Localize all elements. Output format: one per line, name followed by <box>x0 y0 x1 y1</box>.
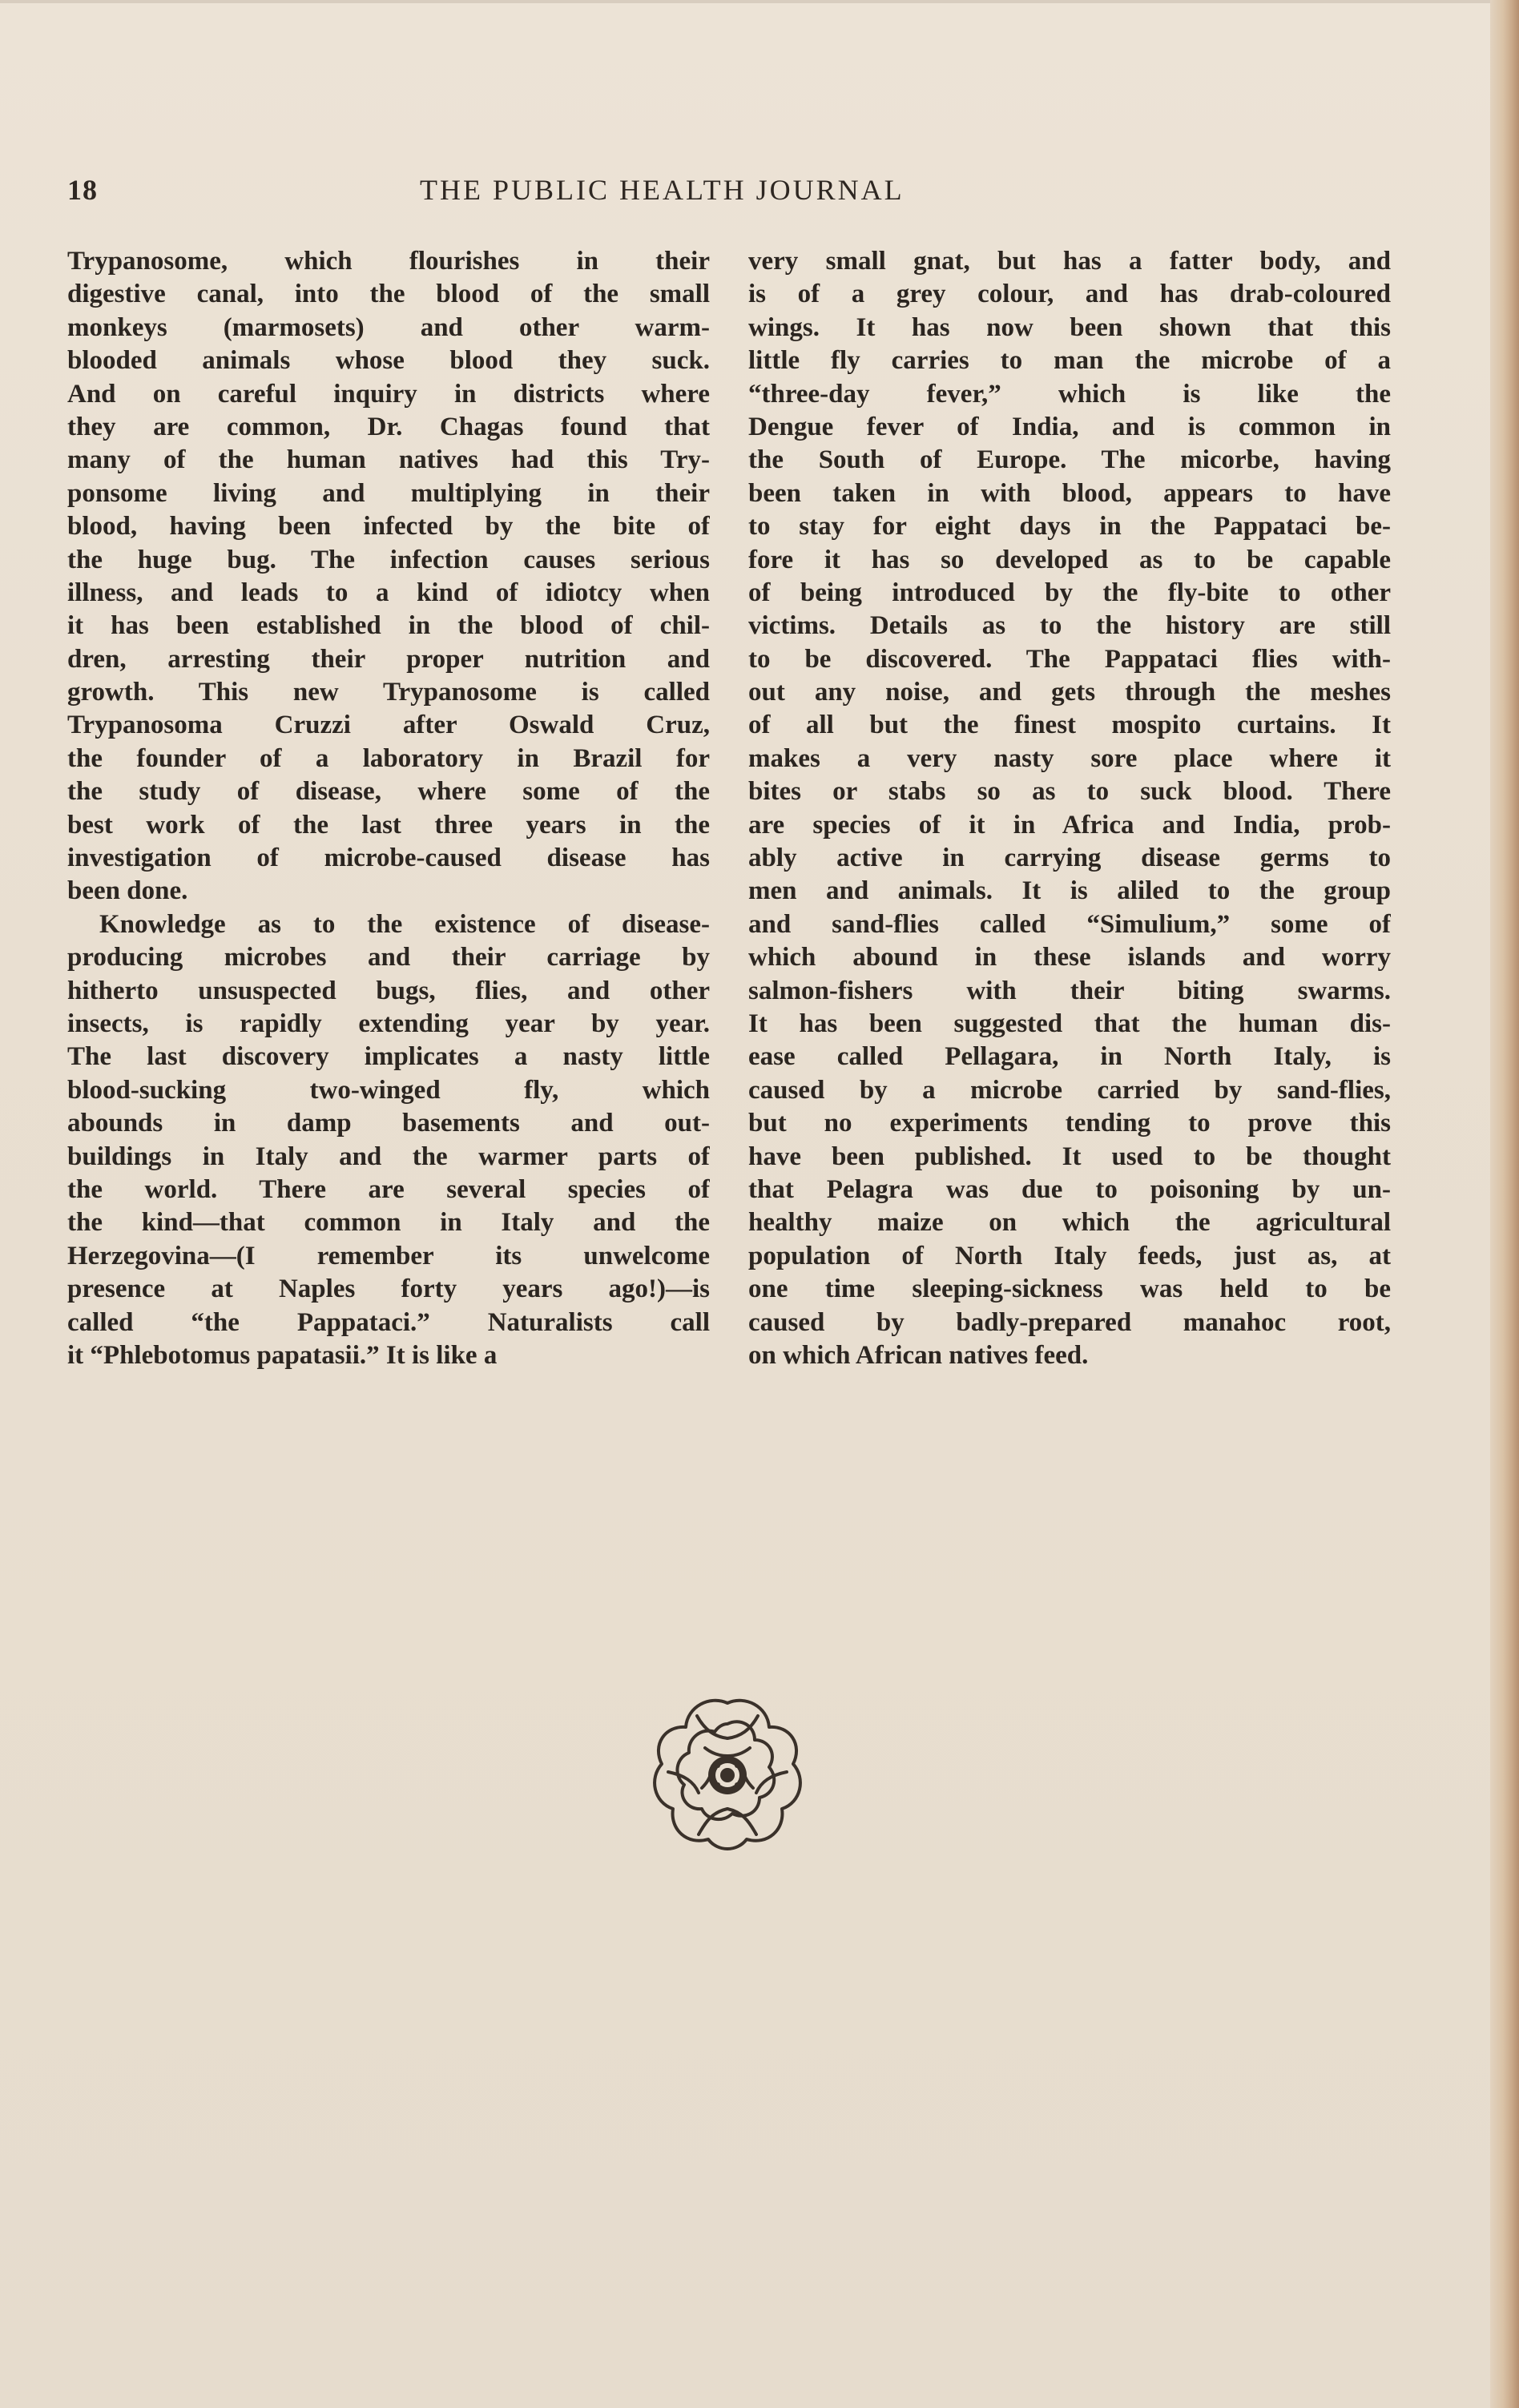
right-column-text-line: which abound in these islands and worry <box>748 943 1391 972</box>
left-column-text-line: And on careful inquiry in districts where <box>67 379 710 409</box>
right-column-text-line: to be discovered. The Pappataci flies with- <box>748 644 1391 674</box>
right-column-text-line: caused by badly-prepared manahoc root, <box>748 1307 1391 1337</box>
page-top-edge <box>0 0 1519 3</box>
left-column-text-line: they are common, Dr. Chagas found that <box>67 412 710 441</box>
left-column-text-line: abounds in damp basements and out- <box>67 1109 710 1138</box>
left-column-text-line: producing microbes and their carriage by <box>67 943 710 972</box>
right-column-text-line: It has been suggested that the human dis- <box>748 1009 1391 1038</box>
right-column-text-line: the South of Europe. The micorbe, having <box>748 445 1391 475</box>
right-column-text-line: little fly carries to man the microbe of a <box>748 346 1391 376</box>
left-column-text-line: The last discovery implicates a nasty little <box>67 1042 710 1072</box>
right-column-text-line: ably active in carrying disease germs to <box>748 844 1391 873</box>
right-column-text-line: caused by a microbe carried by sand-flies, <box>748 1075 1391 1105</box>
left-column-text-line: growth. This new Trypanosome is called <box>67 678 710 707</box>
page-header <box>67 173 1029 221</box>
left-column-text-line: blood-sucking two-winged fly, which <box>67 1075 710 1105</box>
page-number: 18 <box>67 174 98 206</box>
left-column-text-line: many of the human natives had this Try- <box>67 445 710 475</box>
right-column-text-line: have been published. It used to be thought <box>748 1142 1391 1171</box>
left-column-text-line: been done. <box>67 876 188 906</box>
right-column-text-line: “three-day fever,” which is like the <box>748 379 1391 409</box>
right-column-text-line: that Pelagra was due to poisoning by un- <box>748 1174 1391 1204</box>
right-column-text-line: to stay for eight days in the Pappataci be- <box>748 512 1391 542</box>
left-column-text-line: Trypanosoma Cruzzi after Oswald Cruz, <box>67 711 710 740</box>
right-column-text-line: fore it has so developed as to be capable <box>748 545 1391 574</box>
right-column-text-line: been taken in with blood, appears to have <box>748 478 1391 508</box>
right-column-text-line: but no experiments tending to prove this <box>748 1109 1391 1138</box>
left-column-text-line: best work of the last three years in the <box>67 810 710 840</box>
right-column-text-line: one time sleeping-sickness was held to be <box>748 1274 1391 1304</box>
right-column-text-line: and sand-flies called “Simulium,” some of <box>748 909 1391 939</box>
left-column-text-line: hitherto unsuspected bugs, flies, and other <box>67 976 710 1005</box>
left-column-text-line: digestive canal, into the blood of the small <box>67 280 710 309</box>
running-title: THE PUBLIC HEALTH JOURNAL <box>420 174 905 206</box>
page-right-edge <box>1490 0 1519 2408</box>
left-column-text-line: the founder of a laboratory in Brazil for <box>67 743 710 773</box>
right-column-text-line: victims. Details as to the history are still <box>748 611 1391 641</box>
right-column-text-line: of being introduced by the fly-bite to other <box>748 578 1391 607</box>
left-column-text-line: Knowledge as to the existence of disease- <box>99 909 710 939</box>
right-column-text-line: Dengue fever of India, and is common in <box>748 412 1391 441</box>
left-column-text-line: Trypanosome, which flourishes in their <box>67 247 710 276</box>
right-column-text-line: makes a very nasty sore place where it <box>748 743 1391 773</box>
left-column-text-line: presence at Naples forty years ago!)—is <box>67 1274 710 1304</box>
left-column-text-line: the kind—that common in Italy and the <box>67 1208 710 1238</box>
left-column-text-line: monkeys (marmosets) and other warm- <box>67 312 710 342</box>
right-column-text-line: bites or stabs so as to suck blood. There <box>748 777 1391 807</box>
right-column-text-line: men and animals. It is aliled to the group <box>748 876 1391 906</box>
left-column <box>67 245 710 1372</box>
left-column-text-line: the world. There are several species of <box>67 1174 710 1204</box>
right-column-text-line: are species of it in Africa and India, prob- <box>748 810 1391 840</box>
rose-ornament-icon <box>649 1692 806 1854</box>
right-column <box>748 245 1391 1372</box>
left-column-text-line: insects, is rapidly extending year by year. <box>67 1009 710 1038</box>
right-column-text-line: healthy maize on which the agricultural <box>748 1208 1391 1238</box>
right-column-text-line: very small gnat, but has a fatter body, and <box>748 247 1391 276</box>
right-column-text-line: wings. It has now been shown that this <box>748 312 1391 342</box>
right-column-text-line: salmon-fishers with their biting swarms. <box>748 976 1391 1005</box>
right-column-text-line: is of a grey colour, and has drab-coloured <box>748 280 1391 309</box>
left-column-text-line: investigation of microbe-caused disease has <box>67 844 710 873</box>
left-column-text-line: blood, having been infected by the bite of <box>67 512 710 542</box>
right-column-text-line: ease called Pellagara, in North Italy, is <box>748 1042 1391 1072</box>
left-column-text-line: it has been established in the blood of chil- <box>67 611 710 641</box>
left-column-text-line: ponsome living and multiplying in their <box>67 478 710 508</box>
right-column-text-line: of all but the finest mospito curtains. It <box>748 711 1391 740</box>
right-column-text-line: out any noise, and gets through the meshes <box>748 678 1391 707</box>
left-column-text-line: blooded animals whose blood they suck. <box>67 346 710 376</box>
left-column-text-line: dren, arresting their proper nutrition and <box>67 644 710 674</box>
left-column-text-line: buildings in Italy and the warmer parts of <box>67 1142 710 1171</box>
left-column-text-line: Herzegovina—(I remember its unwelcome <box>67 1241 710 1270</box>
left-column-text-line: it “Phlebotomus papatasii.” It is like a <box>67 1340 498 1370</box>
left-column-text-line: the study of disease, where some of the <box>67 777 710 807</box>
right-column-text-line: on which African natives feed. <box>748 1340 1089 1370</box>
left-column-text-line: illness, and leads to a kind of idiotcy when <box>67 578 710 607</box>
left-column-text-line: the huge bug. The infection causes serious <box>67 545 710 574</box>
left-column-text-line: called “the Pappataci.” Naturalists call <box>67 1307 710 1337</box>
right-column-text-line: population of North Italy feeds, just as, at <box>748 1241 1391 1270</box>
